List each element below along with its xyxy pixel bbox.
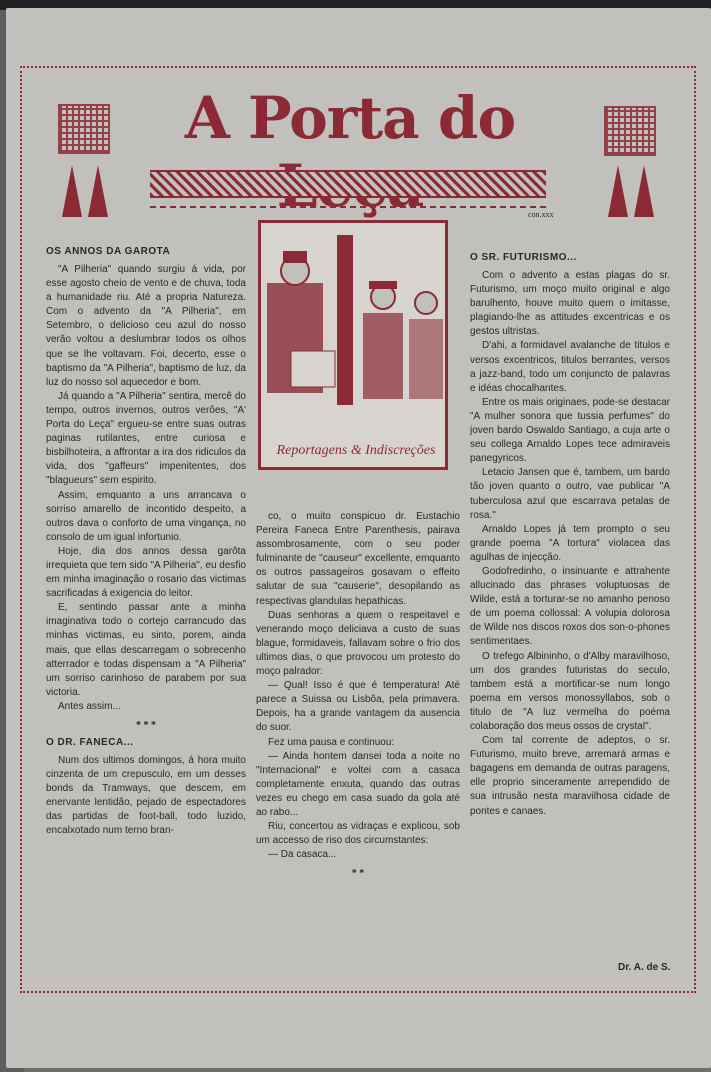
article-paragraph: Com o advento a estas plagas do sr. Futurismo, um moço muito original e algo barulhento, houve muito quem o imitasse, plagiando-lhe as attitudes excentricas e os gestos ultristas. <box>470 270 670 338</box>
article-paragraph: Num dos ultimos domingos, á hora muito cinzenta de um crepusculo, em um desses bonds da Tramways, que descem, em enervante lentidão, pejado de espectadores das partidas de foot-ball, todo luzido, encalxotado num terno bran- <box>46 755 246 837</box>
column-left <box>46 246 246 839</box>
article-paragraph: Já quando a "A Pilheria" sentira, mercê do tempo, outros invernos, outros verões, "A' Porta do Leça" ergueu-se entre suas outras paginas rutilantes, entre curiosa e bisbilhoteira, a affrontar a ira dos ridiculos da vida, dos "gaffeurs" impenitentes, dos "blagueurs" sem espirito. <box>46 390 246 487</box>
article-heading-anos: OS ANNOS DA GAROTA <box>46 246 171 257</box>
right-corner-ornament-icon <box>604 106 656 156</box>
article-heading-futurismo: O SR. FUTURISMO... <box>470 252 577 263</box>
article-paragraph: Duas senhoras a quem o respeitavel e venerando moço deliciava a custo de suas blague, formidaveis, fallavam sobre o frio dos ultimos dias, o que provocou um protesto do moço palrador: <box>256 609 460 678</box>
article-paragraph: Antes assim... <box>58 700 121 712</box>
article-paragraph: Hoje, dia dos annos dessa garôta irrequieta que tem sido "A Pilheria", eu desfio em minha imaginação o rosario das victimas sacrificadas á exigencia do leitor. <box>46 545 246 600</box>
article-paragraph: — Qual! Isso é que é temperatura! Até parece a Suissa ou Lisbôa, pela primavera. Depois, ha a grande vantagem da ausencia do suor. <box>256 680 460 734</box>
author-signature: Dr. A. de S. <box>618 962 671 973</box>
masthead-decorative-band <box>150 170 546 198</box>
article-paragraph: — Da casaca... <box>268 849 337 861</box>
tram-pole <box>337 235 353 405</box>
article-paragraph: Arnaldo Lopes já tem prompto o seu grande poema "A tortura" violacea das agulhas de injecção. <box>470 523 670 563</box>
article-paragraph: Com tal corrente de adeptos, o sr. Futurismo, muito breve, arremará armas e bagagens em demanda de outras paragens, elle proprio sinceramente arrependido de sua intrusão nesta maravilhosa cidade de pontes e canaes. <box>470 735 670 817</box>
masthead-title: A Porta do <box>184 84 516 152</box>
article-paragraph: — Ainda hontem dansei toda a noite no "Internacional" e voltei com a casaca completamente enxuta, quando das outras vezes eu chego em casa suado da gola até ao rabo... <box>256 750 460 818</box>
column-right <box>470 252 670 819</box>
article-paragraph: Entre os mais originaes, pode-se destacar "A mulher sonora que tussia perfumes" do joven bardo Oswaldo Santiago, a cuja arte o seu collega Arnaldo Lopes tece admiraveis panegyricos. <box>470 396 670 465</box>
separator-stars: * * * <box>136 720 156 731</box>
article-paragraph: E, sentindo passar ante a minha imaginativa todo o cortejo carrancudo das minhas victimas, eu sinto, porem, ainda mais, que ellas descarregam o sobrecenho atterrador e todas dispensam a "A Pilheria" um sorriso carinhoso de parabem por sua victoria. <box>46 602 246 698</box>
column-middle <box>256 510 460 879</box>
article-heading-faneca: O DR. FANECA... <box>46 737 134 748</box>
cartoon-illustration <box>258 220 448 470</box>
illustration-caption: Reportagens & Indiscreções <box>276 443 436 458</box>
article-paragraph: Assim, emquanto a uns arrancava o sorriso amarello de incontido despeito, a outros dava o conforto de uma vingança, no consolo de um igual infortunio. <box>46 489 246 543</box>
article-paragraph: Letacio Jansen que é, tambem, um bardo tão joven quanto o outro, vae publicar "A tuberculosa azul que escarrava petalas de rosa." <box>470 467 670 521</box>
left-corner-ornament-icon <box>58 104 110 154</box>
right-triangle-ornament-icon <box>634 165 654 217</box>
article-paragraph: O trefego Albininho, o d'Alby maravilhoso, um dos grandes futuristas do seculo, tambem está a mortificar-se num longo poema em versos monossyllabos, sob o titulo de "A luz vermelha do poéma colaboração dos meus ossos de crystal". <box>470 650 670 732</box>
masthead-dashed-rule <box>150 206 546 208</box>
article-paragraph: co, o muito conspicuo dr. Eustachio Pereira Faneca Entre Parenthesis, pairava assombrosamente, com o seu poder fulminante de "causeur" excellente, emquanto os outros passageiros gosavam o effeito salutar de sua "causerie", desopilando as respectivas glandulas hepathicas. <box>256 511 460 607</box>
article-paragraph: Fez uma pausa e continuou: <box>268 736 395 748</box>
left-triangle-ornament-icon <box>88 165 108 217</box>
right-triangle-ornament-icon <box>608 165 628 217</box>
article-paragraph: Godofredinho, o insinuante e attrahente allucinado das phrases voluptuosas de Wilde, está a torturar-se no amanho penoso de um poema collossal: A volupia dolorosa de Wilde nos discos roxos dos son-o-phones sentimentaes. <box>470 565 670 648</box>
article-paragraph: Riu, concertou as vidraças e explicou, sob um accesso de riso dos circumstantes: <box>256 821 460 847</box>
article-paragraph: D'ahi, a formidavel avalanche de titulos e versos excentricos, titulos berrantes, versos a jazz-band, todo um conjuncto de palavras e idéas chocalhantes. <box>470 340 670 394</box>
article-paragraph: "A Pilheria" quando surgiu á vida, por esse agosto cheio de vento e de chuva, toda a humanidade riu. Até a propria Natureza. Com o advento da "A Pilheria", em Setembro, o delicioso ceu azul do nosso verão voltou a deslumbrar todos os olhos que se lhe voltavam. Foi, decerto, esse o baptismo da "A Pilheria", baptismo de luz, da luz do nosso sol aquecedor e bom. <box>46 264 246 388</box>
end-stars: * * <box>351 868 365 880</box>
cartoon-figures-icon <box>261 223 448 423</box>
page-marker: con.xxx <box>528 210 554 219</box>
left-triangle-ornament-icon <box>62 165 82 217</box>
